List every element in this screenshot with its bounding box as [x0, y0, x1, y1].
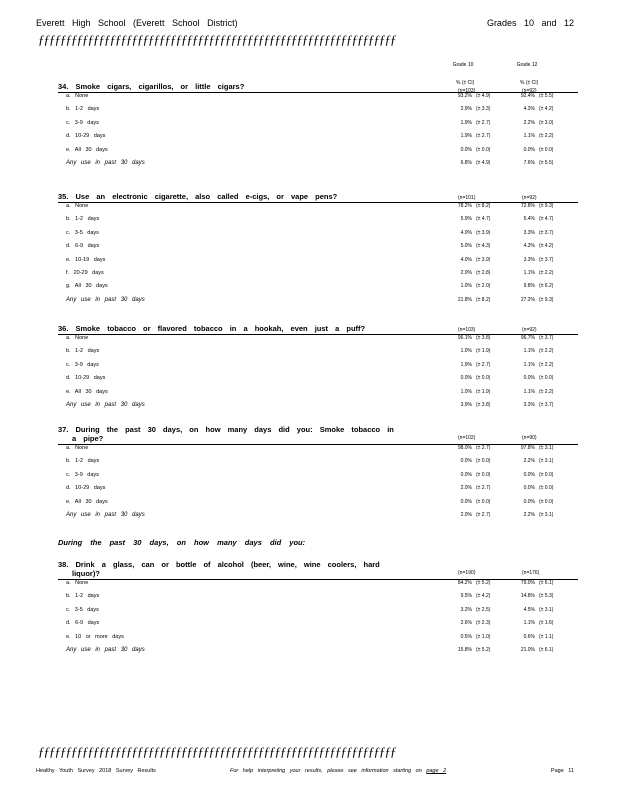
grade-12-percent: 3.3%	[523, 229, 535, 236]
grade-10-percent: 1.9%	[460, 361, 472, 368]
answer-row	[58, 243, 578, 255]
answer-label: b. 1-2 days	[66, 348, 100, 355]
grade-10-ci: (± 4.9)	[476, 93, 491, 99]
answer-row	[58, 458, 578, 470]
grade-10-percent: 1.9%	[460, 119, 472, 126]
answer-label: Any use in past 30 days	[66, 296, 145, 303]
n-grade-12: (n=176)	[522, 570, 540, 576]
answer-row	[58, 485, 578, 497]
grade-12-percent: 92.4%	[520, 93, 535, 99]
answer-row	[58, 147, 578, 159]
footer-page-number: Page 11	[550, 768, 574, 774]
grade-12-percent: 0.0%	[523, 375, 535, 382]
grade-12-percent: 1.1%	[523, 133, 535, 140]
question-title-continued: liquor)?	[72, 569, 100, 578]
any-use-row	[58, 512, 578, 524]
grade-10-percent: 0.0%	[460, 458, 472, 465]
grade-10-ci: (± 2.3)	[476, 620, 491, 627]
pct-ci-header-10: % (± CI)	[456, 80, 475, 86]
question-title	[58, 560, 578, 578]
grade-12-percent: 1.1%	[523, 361, 535, 368]
answer-label: Any use in past 30 days	[66, 647, 145, 653]
grade-12-percent: 2.2%	[523, 119, 535, 126]
question-block	[58, 425, 578, 518]
grade-10-ci: (± 2.7)	[476, 445, 491, 451]
grade-10-percent: 4.0%	[460, 229, 472, 236]
answer-row	[58, 283, 578, 295]
answer-label: a. None	[66, 203, 89, 209]
grade-10-ci: (± 0.0)	[476, 471, 491, 478]
grade-10-percent: 0.0%	[460, 375, 472, 382]
footer-survey-title: Healthy Youth Survey 2018 Survey Results	[36, 768, 156, 774]
answer-row	[58, 472, 578, 484]
n-grade-10: (n=101)	[458, 195, 476, 201]
answer-row	[58, 375, 578, 387]
grade-10-column-header: Grade 10	[452, 62, 474, 68]
answer-row	[58, 203, 578, 215]
grade-12-percent: 97.8%	[520, 445, 535, 451]
decorative-separator-top: ƒƒƒƒƒƒƒƒƒƒƒƒƒƒƒƒƒƒƒƒƒƒƒƒƒƒƒƒƒƒƒƒƒƒƒƒƒƒƒƒƒƒƒƒƒƒƒƒƒƒƒƒƒƒƒƒƒƒƒƒƒƒƒƒƒ	[38, 32, 396, 47]
grade-12-percent: 79.0%	[520, 580, 535, 586]
grade-12-ci: (± 3.0)	[539, 119, 554, 126]
question-block	[58, 192, 578, 303]
question-title	[58, 82, 578, 94]
grade-12-ci: (± 3.1)	[539, 606, 554, 613]
any-use-row	[58, 297, 578, 309]
question-title-text: 34. Smoke cigars, cigarillos, or little cigars?	[58, 82, 245, 91]
grade-10-ci: (± 2.7)	[476, 119, 491, 126]
grade-10-ci: (± 0.0)	[476, 146, 491, 153]
question-title-text: 37. During the past 30 days, on how many days did you: Smoke tobacco in	[58, 425, 394, 434]
n-grade-12: (n=90)	[522, 435, 537, 441]
question-title	[58, 192, 578, 201]
n-grade-12: (n=92)	[522, 88, 537, 94]
grade-12-percent: 14.8%	[520, 593, 535, 600]
answer-label: Any use in past 30 days	[66, 160, 145, 166]
grade-12-ci: (± 5.5)	[539, 160, 554, 166]
grade-10-ci: (± 0.0)	[476, 375, 491, 382]
answer-label: c. 3-9 days	[66, 471, 99, 478]
answer-label: c. 3-5 days	[66, 606, 99, 613]
grade-10-ci: (± 8.2)	[476, 203, 491, 209]
answer-label: d. 10-29 days	[66, 375, 106, 382]
grade-12-ci: (± 0.0)	[539, 375, 554, 382]
grade-12-percent: 5.4%	[523, 216, 535, 223]
grade-12-percent: 3.3%	[523, 256, 535, 263]
grade-12-ci: (± 2.2)	[539, 133, 554, 140]
grade-10-percent: 1.0%	[460, 283, 472, 290]
answer-row	[58, 216, 578, 228]
answer-label: d. 10-29 days	[66, 133, 106, 140]
grade-10-ci: (± 5.2)	[476, 647, 491, 653]
grade-12-ci: (± 1.1)	[539, 633, 554, 640]
answer-label: b. 1-2 days	[66, 106, 100, 113]
answer-label: e. All 30 days	[66, 146, 108, 153]
grade-10-percent: 0.5%	[460, 633, 472, 640]
answer-label: a. None	[66, 335, 89, 341]
answer-row	[58, 634, 578, 646]
grade-10-percent: 78.2%	[457, 203, 472, 209]
grade-10-ci: (± 3.9)	[476, 229, 491, 236]
grade-12-percent: 1.1%	[523, 620, 535, 627]
answer-label: a. None	[66, 445, 89, 451]
grade-12-percent: 1.1%	[523, 270, 535, 276]
grade-10-percent: 5.9%	[460, 216, 472, 223]
footer-help-text	[230, 768, 446, 774]
answer-label: d. 10-29 days	[66, 485, 106, 492]
footer-help-label: For help interpreting your results, please see information starting on	[230, 768, 422, 774]
answer-row	[58, 389, 578, 401]
grade-10-percent: 2.0%	[460, 270, 472, 276]
grade-12-percent: 1.1%	[523, 388, 535, 395]
grade-10-percent: 9.5%	[460, 593, 472, 600]
grade-12-percent: 0.0%	[523, 146, 535, 153]
answer-label: Any use in past 30 days	[66, 512, 145, 518]
grade-10-percent: 98.0%	[457, 445, 472, 451]
grade-10-percent: 2.0%	[460, 485, 472, 492]
answer-row	[58, 335, 578, 347]
grade-12-ci: (± 0.0)	[539, 485, 554, 492]
grade-12-ci: (± 2.2)	[539, 388, 554, 395]
grade-12-ci: (± 9.3)	[539, 296, 554, 303]
grade-12-percent: 0.0%	[523, 471, 535, 478]
question-block	[58, 80, 578, 166]
grade-10-percent: 1.9%	[460, 133, 472, 140]
grade-12-percent: 1.1%	[523, 348, 535, 355]
answer-label: b. 1-2 days	[66, 458, 100, 465]
answer-label: e. 10-19 days	[66, 256, 106, 263]
grade-10-ci: (± 2.7)	[476, 485, 491, 492]
grade-10-percent: 3.2%	[460, 606, 472, 613]
answer-label: c. 3-9 days	[66, 361, 99, 368]
grade-10-percent: 0.0%	[460, 471, 472, 478]
grade-12-ci: (± 3.7)	[539, 402, 554, 408]
grade-12-ci: (± 3.7)	[539, 335, 554, 341]
grade-12-percent: 2.2%	[523, 458, 535, 465]
grade-12-ci: (± 3.7)	[539, 229, 554, 236]
answer-label: d. 6-9 days	[66, 243, 100, 250]
grade-12-ci: (± 3.7)	[539, 256, 554, 263]
answer-row	[58, 93, 578, 105]
grade-10-ci: (± 3.8)	[476, 402, 491, 408]
school-header: Everett High School (Everett School District)	[36, 18, 238, 28]
grade-12-ci: (± 6.2)	[539, 283, 554, 290]
grades-header: Grades 10 and 12	[486, 18, 574, 28]
grade-10-percent: 1.0%	[460, 348, 472, 355]
grade-12-ci: (± 3.1)	[539, 445, 554, 451]
grade-10-ci: (± 1.9)	[476, 388, 491, 395]
grade-12-percent: 4.3%	[523, 243, 535, 250]
grade-10-percent: 1.0%	[460, 388, 472, 395]
n-grade-10: (n=190)	[458, 570, 476, 576]
grade-12-percent: 4.5%	[523, 606, 535, 613]
grade-12-ci: (± 4.7)	[539, 216, 554, 223]
answer-row	[58, 499, 578, 511]
any-use-row	[58, 160, 578, 172]
n-grade-12: (n=92)	[522, 195, 537, 201]
grade-12-ci: (± 1.6)	[539, 620, 554, 627]
grade-10-ci: (± 4.3)	[476, 243, 491, 250]
grade-10-ci: (± 4.7)	[476, 216, 491, 223]
grade-10-percent: 5.0%	[460, 243, 472, 250]
any-use-row	[58, 402, 578, 414]
grade-10-percent: 2.9%	[460, 106, 472, 113]
answer-row	[58, 257, 578, 269]
answer-label: e. All 30 days	[66, 498, 108, 505]
grade-10-ci: (± 4.9)	[476, 160, 491, 166]
grade-12-column-header: Grade 12	[516, 62, 538, 68]
answer-row	[58, 270, 578, 282]
grade-10-ci: (± 2.7)	[476, 133, 491, 140]
n-grade-10: (n=103)	[458, 88, 476, 94]
grade-12-ci: (± 5.5)	[539, 93, 554, 99]
grade-10-ci: (± 8.2)	[476, 296, 491, 303]
grade-12-ci: (± 0.0)	[539, 498, 554, 505]
grade-10-ci: (± 2.7)	[476, 361, 491, 368]
grade-12-ci: (± 0.0)	[539, 146, 554, 153]
answer-label: g. All 30 days	[66, 283, 108, 290]
answer-row	[58, 106, 578, 118]
grade-12-percent: 7.6%	[523, 160, 535, 166]
answer-row	[58, 362, 578, 374]
grade-10-percent: 0.0%	[460, 146, 472, 153]
grade-10-percent: 21.8%	[457, 296, 472, 303]
grade-10-ci: (± 3.9)	[476, 256, 491, 263]
answer-label: a. None	[66, 580, 89, 586]
answer-row	[58, 133, 578, 145]
answer-label: a. None	[66, 93, 89, 99]
grade-10-percent: 2.0%	[460, 512, 472, 518]
grade-12-percent: 0.0%	[523, 498, 535, 505]
grade-12-ci: (± 4.2)	[539, 106, 554, 113]
grade-10-ci: (± 3.3)	[476, 106, 491, 113]
grade-10-ci: (± 5.2)	[476, 580, 491, 586]
question-title	[58, 425, 578, 443]
answer-row	[58, 348, 578, 360]
grade-12-ci: (± 2.2)	[539, 270, 554, 276]
grade-12-percent: 3.3%	[523, 402, 535, 408]
section-heading: During the past 30 days, on how many days did you:	[58, 538, 306, 547]
grade-10-ci: (± 0.0)	[476, 458, 491, 465]
n-grade-10: (n=102)	[458, 435, 476, 441]
any-use-row	[58, 647, 578, 659]
question-title-text: 36. Smoke tobacco or flavored tobacco in a hookah, even just a puff?	[58, 324, 366, 333]
grade-12-percent: 0.6%	[523, 633, 535, 640]
grade-10-percent: 3.9%	[460, 402, 472, 408]
grade-12-percent: 0.0%	[523, 485, 535, 492]
grade-12-percent: 2.2%	[523, 512, 535, 518]
answer-label: e. All 30 days	[66, 388, 108, 395]
grade-12-ci: (± 3.1)	[539, 512, 554, 518]
grade-12-ci: (± 0.0)	[539, 471, 554, 478]
grade-10-ci: (± 2.5)	[476, 606, 491, 613]
answer-label: f. 20-29 days	[66, 270, 104, 276]
answer-label: e. 10 or more days	[66, 633, 124, 640]
question-block	[58, 324, 578, 408]
answer-row	[58, 593, 578, 605]
grade-10-ci: (± 2.7)	[476, 512, 491, 518]
grade-10-percent: 6.8%	[460, 160, 472, 166]
n-grade-10: (n=103)	[458, 327, 476, 333]
footer-page-link[interactable]: page 2	[426, 768, 447, 774]
grade-10-percent: 2.6%	[460, 620, 472, 627]
answer-row	[58, 607, 578, 619]
grade-12-percent: 4.3%	[523, 106, 535, 113]
grade-10-percent: 96.1%	[457, 335, 472, 341]
grade-12-ci: (± 4.2)	[539, 243, 554, 250]
grade-10-ci: (± 4.2)	[476, 593, 491, 600]
answer-label: c. 3-9 days	[66, 119, 99, 126]
grade-10-ci: (± 1.0)	[476, 633, 491, 640]
grade-12-percent: 96.7%	[520, 335, 535, 341]
grade-10-ci: (± 1.9)	[476, 348, 491, 355]
answer-row	[58, 580, 578, 592]
grade-12-ci: (± 6.1)	[539, 647, 554, 653]
grade-12-percent: 9.8%	[523, 283, 535, 290]
answer-row	[58, 120, 578, 132]
grade-12-percent: 72.8%	[520, 203, 535, 209]
pct-ci-header-12: % (± CI)	[520, 80, 539, 86]
n-grade-12: (n=92)	[522, 327, 537, 333]
answer-label: c. 3-5 days	[66, 229, 99, 236]
grade-12-ci: (± 2.2)	[539, 348, 554, 355]
grade-10-percent: 84.2%	[457, 580, 472, 586]
question-title-text: 35. Use an electronic cigarette, also called e-cigs, or vape pens?	[58, 192, 338, 201]
grade-10-ci: (± 2.8)	[476, 270, 491, 276]
question-title-text: 38. Drink a glass, can or bottle of alcohol (beer, wine, wine coolers, hard	[58, 560, 380, 569]
grade-12-ci: (± 6.1)	[539, 580, 554, 586]
question-title	[58, 324, 578, 333]
grade-10-ci: (± 2.0)	[476, 283, 491, 290]
grade-10-percent: 93.2%	[457, 93, 472, 99]
grade-12-percent: 27.2%	[520, 296, 535, 303]
answer-label: b. 1-2 days	[66, 593, 100, 600]
grade-10-percent: 15.8%	[457, 647, 472, 653]
decorative-separator-bottom: ƒƒƒƒƒƒƒƒƒƒƒƒƒƒƒƒƒƒƒƒƒƒƒƒƒƒƒƒƒƒƒƒƒƒƒƒƒƒƒƒƒƒƒƒƒƒƒƒƒƒƒƒƒƒƒƒƒƒƒƒƒƒƒƒƒ	[38, 744, 396, 759]
grade-12-ci: (± 9.3)	[539, 203, 554, 209]
grade-10-ci: (± 3.8)	[476, 335, 491, 341]
grade-12-ci: (± 2.2)	[539, 361, 554, 368]
answer-label: b. 1-2 days	[66, 216, 100, 223]
answer-row	[58, 445, 578, 457]
grade-10-percent: 0.0%	[460, 498, 472, 505]
answer-row	[58, 620, 578, 632]
answer-row	[58, 230, 578, 242]
question-title-continued: a pipe?	[72, 434, 104, 443]
answer-label: d. 6-9 days	[66, 620, 100, 627]
grade-12-ci: (± 5.3)	[539, 593, 554, 600]
grade-12-percent: 21.0%	[520, 647, 535, 653]
grade-10-ci: (± 0.0)	[476, 498, 491, 505]
grade-12-ci: (± 3.1)	[539, 458, 554, 465]
grade-10-percent: 4.0%	[460, 256, 472, 263]
question-block	[58, 560, 578, 653]
answer-label: Any use in past 30 days	[66, 402, 145, 408]
